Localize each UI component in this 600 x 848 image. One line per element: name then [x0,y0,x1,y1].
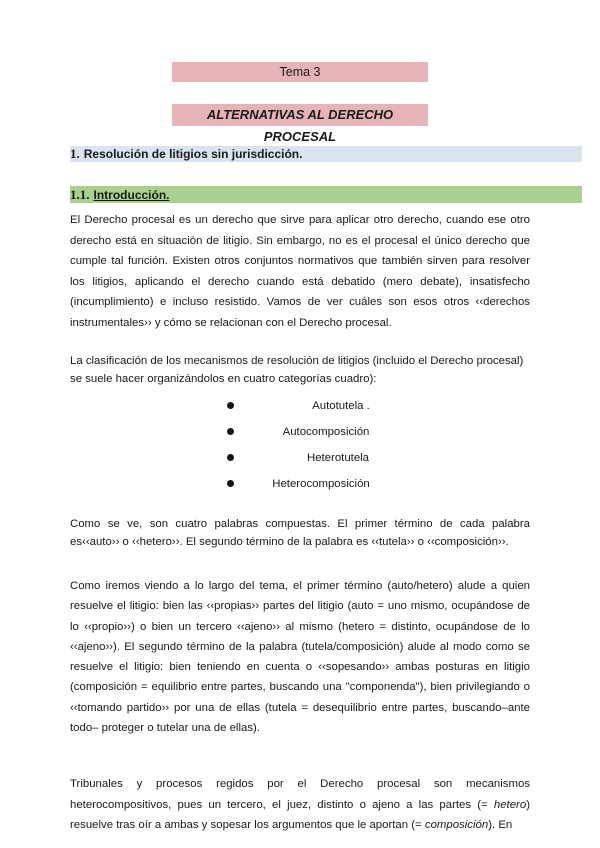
list-item [0,396,600,416]
paragraph-explanation: Como iremos viendo a lo largo del tema, el primer término (auto/hetero) alude a quien resuelve el litigio: bien las ‹‹propias›› partes del litigio (auto = uno mismo, ocupándose de lo ‹‹propio››) o bien un tercero ‹‹ajeno›› al mismo (hetero = distinto, ocupándose de lo ‹‹ajeno››). El segundo término de la palabra (tutela/composición) alude al modo como se resuelve el litigio: bien teniendo en cuenta o ‹‹sopesando›› ambas posturas en litigio (composición = equilibrio entre partes, buscando una "componenda"), bien privilegiando o ‹‹tomando partido›› por una de ellas (tutela = desequilibrio entre partes, buscando–ante todo– proteger o tutelar una de ellas). [70,580,530,735]
list-item [0,474,600,494]
section-number: 1. [70,146,80,161]
bullet-icon [226,396,236,416]
section-title: Resolución de litigios sin jurisdicción. [83,147,303,161]
bullet-icon [226,448,236,468]
emphasis-composicion: composición [424,819,489,831]
emphasis-hetero: hetero [493,798,527,811]
paragraph-compound-words: Como se ve, son cuatro palabras compuestas. El primer término de cada palabra es‹‹auto›› o ‹‹hetero››. El segundo término de la palabra es ‹‹tutela›› o ‹‹composición››. [70,518,530,548]
list-item [0,448,600,468]
text-run: ) resuelve tras oír a ambas y sopesar los argumentos que le aportan (= [70,798,530,831]
paragraph-intro: El Derecho procesal es un derecho que sirve para aplicar otro derecho, cuando ese otro derecho está en situación de litigio. Sin embargo, no es el procesal el único derecho que cumple tal función. Existen otros conjuntos normativos que también sirven para resolver los litigios, aplicando el derecho cuando está debatido (mero debate), insatisfecho (incumplimiento) e incluso resistido. Vamos de ver cuáles son esos otros ‹‹derechos instrumentales›› y cómo se relacionan con el Derecho procesal. [70,214,530,329]
list-item [0,422,600,442]
chapter-label: Tema 3 [172,62,428,82]
list-item-label: Autocomposición [282,426,370,438]
text-run: Tribunales y procesos regidos por el Derecho procesal son mecanismos heterocompositivos, pues un tercero, el juez, distinto o ajeno a las partes (= [70,778,530,811]
subsection-heading [70,186,582,203]
text-run: ). En [488,819,513,831]
list-item-label: Heterocomposición [272,478,370,490]
subsection-number: 1.1. [70,187,90,202]
chapter-title: ALTERNATIVAS AL DERECHO PROCESAL [172,104,428,126]
paragraph-classification: La clasificación de los mecanismos de resolución de litigios (incluido el Derecho procesal) se suele hacer organizándolos en cuatro categorías cuadro): [70,355,524,385]
list-item-label: Autotutela . [312,400,370,412]
subsection-title: Introducción. [93,188,170,202]
paragraph-tribunals [70,774,530,836]
section-heading [70,146,582,162]
list-item-label: Heterotutela [306,452,370,464]
